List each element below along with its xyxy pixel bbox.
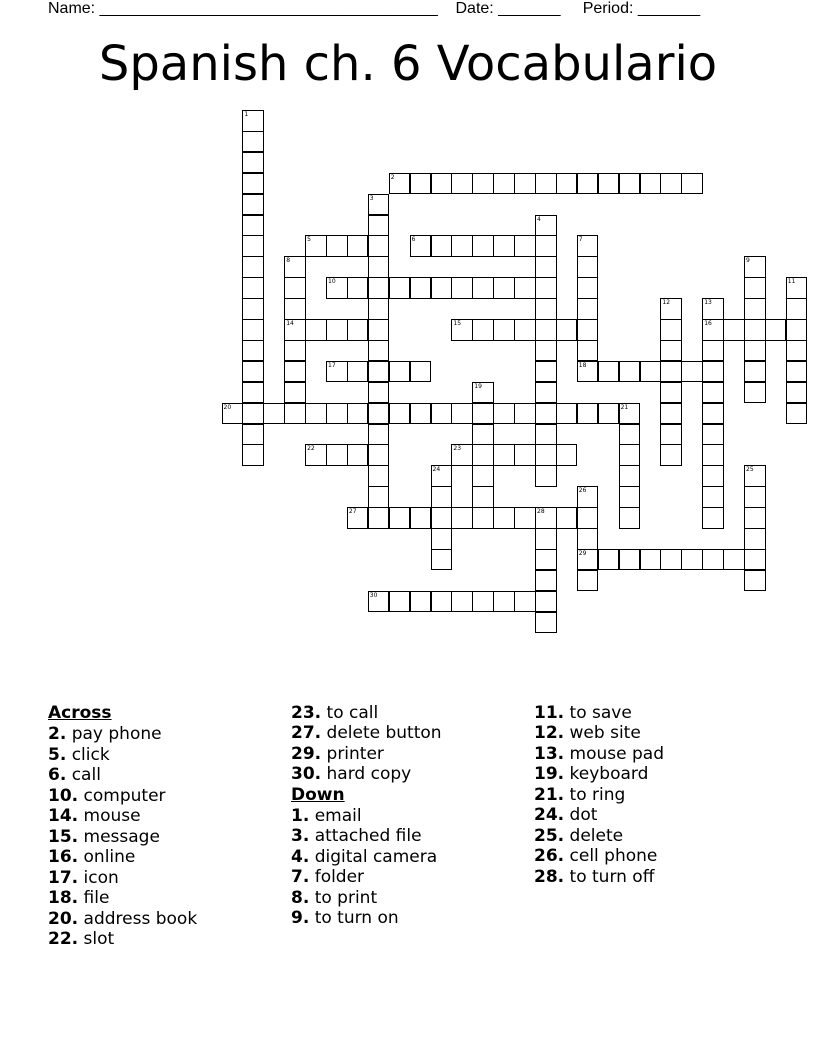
grid-cell[interactable] <box>660 444 682 466</box>
grid-cell[interactable] <box>702 340 724 362</box>
grid-cell[interactable] <box>326 444 348 466</box>
clue-down-28: 28. to turn off <box>534 866 655 887</box>
grid-cell[interactable] <box>242 215 264 237</box>
grid-cell[interactable] <box>556 173 578 195</box>
grid-cell[interactable] <box>660 361 682 383</box>
grid-cell[interactable] <box>535 570 557 592</box>
grid-cell[interactable] <box>744 570 766 592</box>
clue-number-label: 19 <box>474 382 482 390</box>
grid-cell[interactable] <box>368 235 390 257</box>
date-field-label[interactable]: Date: _______ <box>455 0 561 17</box>
grid-cell[interactable] <box>472 424 494 446</box>
grid-cell[interactable] <box>242 235 264 257</box>
clue-down-25: 25. delete <box>534 825 624 846</box>
grid-cell[interactable] <box>723 319 745 341</box>
grid-cell[interactable] <box>535 382 557 404</box>
grid-cell[interactable] <box>368 507 390 529</box>
grid-cell[interactable] <box>347 361 369 383</box>
clue-number-label: 16 <box>704 320 712 327</box>
grid-cell[interactable] <box>389 403 411 425</box>
grid-cell[interactable] <box>660 173 682 195</box>
grid-cell[interactable] <box>326 403 348 425</box>
grid-cell[interactable] <box>472 277 494 299</box>
grid-cell[interactable] <box>347 319 369 341</box>
grid-cell[interactable] <box>493 403 515 425</box>
clue-number-label: 18 <box>578 361 587 369</box>
grid-cell[interactable] <box>431 528 453 550</box>
clue-number-label: 11 <box>787 278 796 286</box>
grid-cell[interactable] <box>242 194 264 216</box>
clue-across-30: 30. hard copy <box>291 764 412 784</box>
grid-cell[interactable] <box>744 361 766 383</box>
grid-cell[interactable] <box>535 340 557 362</box>
grid-cell[interactable] <box>514 507 536 529</box>
grid-cell[interactable] <box>431 277 453 299</box>
grid-cell[interactable] <box>472 465 494 487</box>
clue-number-label: 7 <box>578 236 583 244</box>
clue-across-16: 16. online <box>48 847 136 867</box>
grid-cell[interactable] <box>744 340 766 362</box>
grid-cell[interactable] <box>242 361 264 383</box>
grid-cell[interactable] <box>535 173 557 195</box>
clue-across-6: 6. call <box>48 765 101 785</box>
grid-cell[interactable] <box>389 361 411 383</box>
clue-number-label: 29 <box>578 549 587 557</box>
grid-cell[interactable] <box>368 340 390 362</box>
grid-cell[interactable] <box>493 277 515 299</box>
clue-down-26: 26. cell phone <box>534 846 658 866</box>
grid-cell[interactable] <box>556 507 578 529</box>
grid-cell[interactable] <box>242 340 264 362</box>
grid-cell[interactable] <box>619 424 641 446</box>
grid-cell[interactable] <box>619 173 641 195</box>
grid-cell[interactable] <box>556 319 578 341</box>
grid-cell[interactable] <box>242 444 264 466</box>
clue-number-label: 25 <box>746 466 754 474</box>
grid-cell[interactable] <box>702 444 724 466</box>
grid-cell[interactable] <box>660 403 682 425</box>
grid-cell[interactable] <box>619 486 641 508</box>
grid-cell[interactable] <box>681 361 703 383</box>
grid-cell[interactable] <box>598 549 620 571</box>
grid-cell[interactable] <box>472 591 494 613</box>
grid-cell[interactable] <box>305 403 327 425</box>
grid-cell[interactable] <box>410 361 432 383</box>
grid-cell[interactable] <box>242 319 264 341</box>
grid-cell[interactable] <box>368 256 390 278</box>
grid-cell[interactable] <box>368 444 390 466</box>
clue-down-12: 12. web site <box>534 723 641 743</box>
clue-across-23: 23. to call <box>291 703 379 723</box>
grid-cell[interactable] <box>284 361 306 383</box>
grid-cell[interactable] <box>577 507 599 529</box>
grid-cell[interactable] <box>472 319 494 341</box>
clue-down-7: 7. folder <box>291 867 365 887</box>
grid-cell[interactable] <box>577 173 599 195</box>
clue-down-11: 11. to save <box>534 703 632 723</box>
grid-cell[interactable] <box>556 403 578 425</box>
grid-cell[interactable] <box>702 361 724 383</box>
clue-across-18: 18. file <box>48 888 110 908</box>
clue-number-label: 4 <box>537 215 541 223</box>
grid-cell[interactable] <box>242 403 264 425</box>
grid-cell[interactable] <box>535 444 557 466</box>
clue-column-1 <box>48 703 197 950</box>
clue-down-19: 19. keyboard <box>534 764 649 784</box>
grid-cell[interactable] <box>431 486 453 508</box>
clue-down-13: 13. mouse pad <box>534 743 664 764</box>
grid-cell[interactable] <box>431 507 453 529</box>
period-field-label[interactable]: Period: _______ <box>582 0 701 17</box>
grid-cell[interactable] <box>451 591 473 613</box>
grid-cell[interactable] <box>493 173 515 195</box>
grid-cell[interactable] <box>284 298 306 320</box>
clue-number-label: 2 <box>390 173 395 181</box>
grid-cell[interactable] <box>744 277 766 299</box>
grid-cell[interactable] <box>368 215 390 237</box>
grid-cell[interactable] <box>347 277 369 299</box>
clue-number-label: 17 <box>328 361 336 369</box>
clue-number-label: 15 <box>453 320 462 327</box>
grid-cell[interactable] <box>472 507 494 529</box>
grid-cell[interactable] <box>535 612 557 634</box>
grid-cell[interactable] <box>556 444 578 466</box>
grid-cell[interactable] <box>514 235 536 257</box>
grid-cell[interactable] <box>451 507 473 529</box>
clue-number-label: 13 <box>704 299 712 307</box>
grid-cell[interactable] <box>242 298 264 320</box>
clue-number-label: 3 <box>369 194 374 202</box>
grid-cell[interactable] <box>347 444 369 466</box>
clue-across-10: 10. computer <box>48 785 166 806</box>
grid-cell[interactable] <box>514 444 536 466</box>
grid-cell[interactable] <box>368 319 390 341</box>
grid-cell[interactable] <box>702 424 724 446</box>
grid-cell[interactable] <box>410 173 432 195</box>
grid-cell[interactable] <box>472 173 494 195</box>
grid-cell[interactable] <box>368 486 390 508</box>
grid-cell[interactable] <box>431 403 453 425</box>
grid-cell[interactable] <box>744 528 766 550</box>
grid-cell[interactable] <box>263 403 285 425</box>
grid-cell[interactable] <box>326 319 348 341</box>
grid-cell[interactable] <box>347 235 369 257</box>
grid-cell[interactable] <box>284 382 306 404</box>
grid-cell[interactable] <box>368 424 390 446</box>
grid-cell[interactable] <box>577 340 599 362</box>
clue-down-9: 9. to turn on <box>291 908 399 928</box>
grid-cell[interactable] <box>242 131 264 153</box>
grid-cell[interactable] <box>242 152 264 174</box>
clue-across-29: 29. printer <box>291 743 384 764</box>
grid-cell[interactable] <box>410 591 432 613</box>
grid-cell[interactable] <box>284 403 306 425</box>
grid-cell[interactable] <box>472 444 494 466</box>
clue-number-label: 22 <box>307 445 315 453</box>
grid-cell[interactable] <box>451 277 473 299</box>
grid-cell[interactable] <box>451 173 473 195</box>
grid-cell[interactable] <box>702 486 724 508</box>
grid-cell[interactable] <box>577 298 599 320</box>
grid-cell[interactable] <box>535 424 557 446</box>
grid-cell[interactable] <box>681 173 703 195</box>
grid-cell[interactable] <box>619 549 641 571</box>
grid-cell[interactable] <box>493 591 515 613</box>
grid-cell[interactable] <box>786 361 808 383</box>
grid-cell[interactable] <box>640 173 662 195</box>
grid-cell[interactable] <box>786 382 808 404</box>
clue-number-label: 6 <box>411 236 416 244</box>
grid-cell[interactable] <box>702 382 724 404</box>
grid-cell[interactable] <box>619 465 641 487</box>
grid-cell[interactable] <box>431 591 453 613</box>
grid-cell[interactable] <box>535 403 557 425</box>
grid-cell[interactable] <box>660 382 682 404</box>
grid-cell[interactable] <box>577 277 599 299</box>
grid-cell[interactable] <box>535 591 557 613</box>
grid-cell[interactable] <box>786 340 808 362</box>
grid-cell[interactable] <box>535 235 557 257</box>
clue-across-20: 20. address book <box>48 908 198 929</box>
down-heading: Down <box>291 784 345 805</box>
grid-cell[interactable] <box>702 465 724 487</box>
clue-number-label: 9 <box>746 257 750 265</box>
grid-cell[interactable] <box>368 277 390 299</box>
clue-down-21: 21. to ring <box>534 784 626 805</box>
grid-cell[interactable] <box>702 549 724 571</box>
clue-column-2 <box>291 703 442 929</box>
grid-cell[interactable] <box>472 403 494 425</box>
clue-number-label: 24 <box>432 466 441 474</box>
clue-across-14: 14. mouse <box>48 806 141 826</box>
grid-cell[interactable] <box>284 340 306 362</box>
grid-cell[interactable] <box>598 173 620 195</box>
grid-cell[interactable] <box>577 319 599 341</box>
grid-cell[interactable] <box>577 570 599 592</box>
clue-down-24: 24. dot <box>534 805 598 825</box>
clue-down-8: 8. to print <box>291 887 378 908</box>
clue-number-label: 14 <box>286 320 294 327</box>
grid-cell[interactable] <box>410 277 432 299</box>
grid-cell[interactable] <box>389 507 411 529</box>
grid-cell[interactable] <box>514 319 536 341</box>
grid-cell[interactable] <box>702 507 724 529</box>
clue-across-5: 5. click <box>48 744 110 765</box>
grid-cell[interactable] <box>389 277 411 299</box>
grid-cell[interactable] <box>640 361 662 383</box>
grid-cell[interactable] <box>744 507 766 529</box>
name-field-label[interactable]: Name: ______________________________________ <box>48 0 438 17</box>
grid-cell[interactable] <box>514 403 536 425</box>
grid-cell[interactable] <box>493 444 515 466</box>
grid-cell[interactable] <box>640 549 662 571</box>
grid-cell[interactable] <box>514 277 536 299</box>
grid-cell[interactable] <box>326 235 348 257</box>
grid-cell[interactable] <box>577 256 599 278</box>
grid-cell[interactable] <box>493 507 515 529</box>
grid-cell[interactable] <box>535 298 557 320</box>
across-heading: Across <box>48 703 112 723</box>
grid-cell[interactable] <box>660 549 682 571</box>
grid-cell[interactable] <box>431 173 453 195</box>
grid-cell[interactable] <box>514 591 536 613</box>
grid-cell[interactable] <box>368 382 390 404</box>
clue-number-label: 10 <box>328 278 336 286</box>
grid-cell[interactable] <box>535 465 557 487</box>
grid-cell[interactable] <box>514 173 536 195</box>
grid-cell[interactable] <box>786 319 808 341</box>
grid-cell[interactable] <box>723 549 745 571</box>
grid-cell[interactable] <box>744 319 766 341</box>
clue-number-label: 20 <box>223 403 232 411</box>
grid-cell[interactable] <box>284 277 306 299</box>
grid-cell[interactable] <box>410 507 432 529</box>
grid-cell[interactable] <box>535 361 557 383</box>
clue-number-label: 27 <box>348 508 357 516</box>
clue-across-15: 15. message <box>48 826 160 847</box>
grid-cell[interactable] <box>431 549 453 571</box>
grid-cell[interactable] <box>493 235 515 257</box>
grid-cell[interactable] <box>598 403 620 425</box>
grid-cell[interactable] <box>242 277 264 299</box>
grid-cell[interactable] <box>368 403 390 425</box>
grid-cell[interactable] <box>535 528 557 550</box>
grid-cell[interactable] <box>577 403 599 425</box>
grid-cell[interactable] <box>744 298 766 320</box>
grid-cell[interactable] <box>619 507 641 529</box>
clue-number-label: 12 <box>662 299 671 307</box>
grid-cell[interactable] <box>535 319 557 341</box>
grid-cell[interactable] <box>598 361 620 383</box>
grid-cell[interactable] <box>619 361 641 383</box>
clue-number-label: 28 <box>537 508 545 516</box>
grid-cell[interactable] <box>242 424 264 446</box>
grid-cell[interactable] <box>472 486 494 508</box>
grid-cell[interactable] <box>451 403 473 425</box>
clue-number-label: 5 <box>307 236 311 244</box>
grid-cell[interactable] <box>242 256 264 278</box>
clue-across-27: 27. delete button <box>291 723 442 743</box>
clue-number-label: 1 <box>244 111 249 118</box>
grid-cell[interactable] <box>535 549 557 571</box>
grid-cell[interactable] <box>786 403 808 425</box>
clue-number-label: 23 <box>453 445 462 453</box>
grid-cell[interactable] <box>410 403 432 425</box>
grid-cell[interactable] <box>347 403 369 425</box>
clue-column-3 <box>534 703 664 887</box>
clue-down-4: 4. digital camera <box>291 846 438 867</box>
clue-number-label: 30 <box>369 591 378 599</box>
grid-cell[interactable] <box>786 298 808 320</box>
grid-cell[interactable] <box>660 424 682 446</box>
grid-cell[interactable] <box>431 235 453 257</box>
grid-cell[interactable] <box>368 298 390 320</box>
clue-down-1: 1. email <box>291 805 362 826</box>
grid-cell[interactable] <box>619 444 641 466</box>
grid-cell[interactable] <box>702 403 724 425</box>
grid-cell[interactable] <box>242 173 264 195</box>
grid-cell[interactable] <box>681 549 703 571</box>
grid-cell[interactable] <box>242 382 264 404</box>
clue-across-22: 22. slot <box>48 929 115 949</box>
grid-cell[interactable] <box>744 549 766 571</box>
grid-cell[interactable] <box>744 382 766 404</box>
grid-cell[interactable] <box>368 465 390 487</box>
grid-cell[interactable] <box>389 591 411 613</box>
grid-cell[interactable] <box>660 319 682 341</box>
grid-cell[interactable] <box>535 277 557 299</box>
clue-across-17: 17. icon <box>48 867 119 888</box>
puzzle-title: Spanish ch. 6 Vocabulario <box>98 36 718 92</box>
grid-cell[interactable] <box>305 319 327 341</box>
grid-cell[interactable] <box>472 235 494 257</box>
clue-number-label: 26 <box>578 487 587 495</box>
clue-down-3: 3. attached file <box>291 826 422 846</box>
grid-cell[interactable] <box>535 256 557 278</box>
grid-cell[interactable] <box>744 486 766 508</box>
grid-cell[interactable] <box>493 319 515 341</box>
grid-cell[interactable] <box>577 528 599 550</box>
clue-across-2: 2. pay phone <box>48 724 162 744</box>
grid-cell[interactable] <box>451 235 473 257</box>
clue-number-label: 8 <box>286 257 291 265</box>
grid-cell[interactable] <box>660 340 682 362</box>
clue-number-label: 21 <box>620 403 629 411</box>
grid-cell[interactable] <box>765 319 787 341</box>
grid-cell[interactable] <box>368 361 390 383</box>
